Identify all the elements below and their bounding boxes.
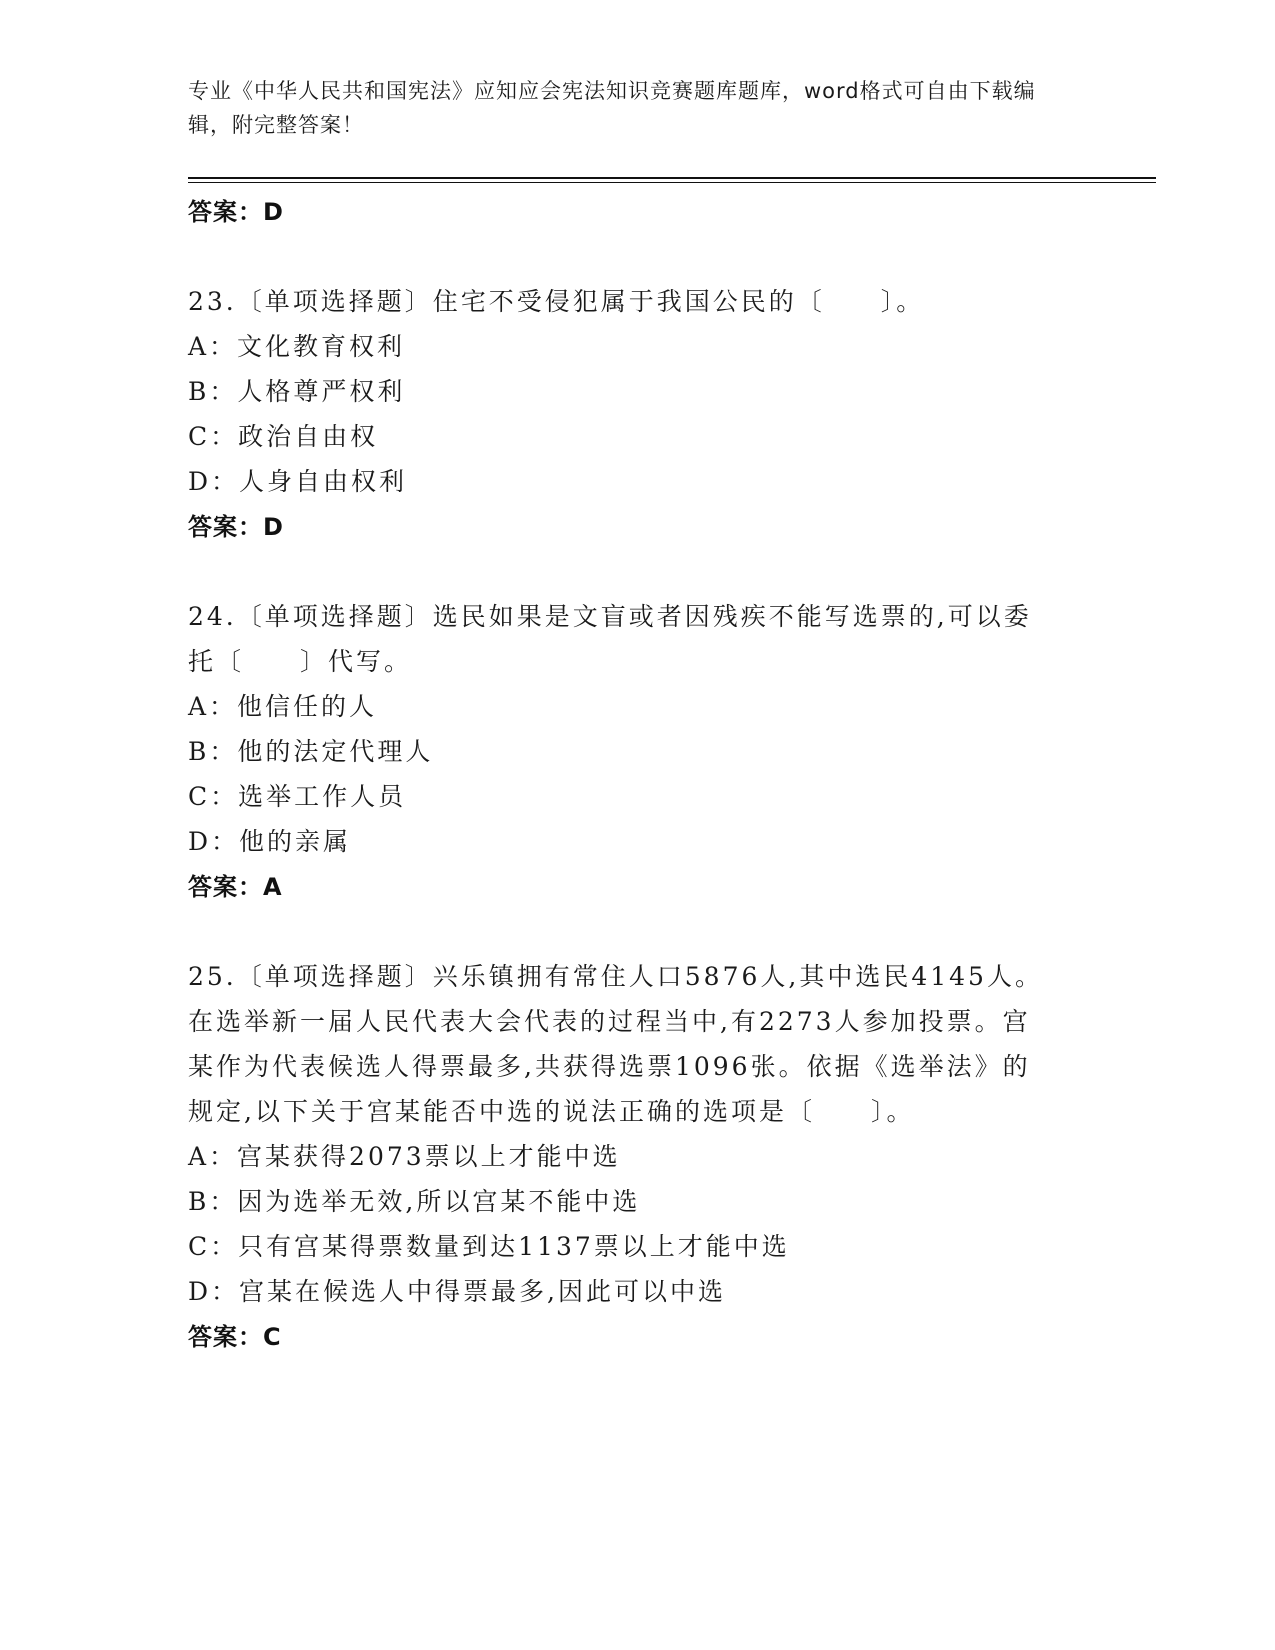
question-text: 在选举新一届人民代表大会代表的过程当中,有2273人参加投票。宫: [188, 1007, 1031, 1036]
question-list: [188, 189, 1088, 1360]
option-b: B：人格尊严权利: [188, 377, 406, 406]
question-text: 25.〔单项选择题〕兴乐镇拥有常住人口5876人,其中选民4145人。: [188, 962, 1043, 991]
option-a: A：宫某获得2073票以上才能中选: [188, 1142, 621, 1171]
option-d: D：他的亲属: [188, 827, 352, 856]
option-c: C：只有宫某得票数量到达1137票以上才能中选: [188, 1232, 790, 1261]
question-text: 某作为代表候选人得票最多,共获得选票1096张。依据《选举法》的: [188, 1052, 1031, 1081]
answer-line: 答案：D: [188, 198, 284, 226]
answer-line: 答案：D: [188, 513, 284, 541]
option-b: B：他的法定代理人: [188, 737, 434, 766]
question-23: [188, 279, 1088, 550]
option-d: D：人身自由权利: [188, 467, 408, 496]
document-header: 专业《中华人民共和国宪法》应知应会宪法知识竞赛题库题库，word格式可自由下载编辑，附完整答案！: [188, 79, 1036, 137]
header-divider-thick: [188, 177, 1156, 179]
option-c: C：政治自由权: [188, 422, 379, 451]
option-b: B：因为选举无效,所以宫某不能中选: [188, 1187, 641, 1216]
option-c: C：选举工作人员: [188, 782, 407, 811]
option-d: D：宫某在候选人中得票最多,因此可以中选: [188, 1277, 726, 1306]
question-text: 规定,以下关于宫某能否中选的说法正确的选项是〔 〕。: [188, 1097, 915, 1126]
answer-line: 答案：C: [188, 1323, 282, 1351]
option-a: A：他信任的人: [188, 692, 378, 721]
question-text: 24.〔单项选择题〕选民如果是文盲或者因残疾不能写选票的,可以委: [188, 602, 1032, 631]
answer-line: 答案：A: [188, 873, 283, 901]
question-25: [188, 954, 1088, 1360]
header-divider-thin: [188, 182, 1156, 183]
question-text: 托〔 〕代写。: [188, 647, 413, 676]
question-text: 23.〔单项选择题〕住宅不受侵犯属于我国公民的〔 〕。: [188, 287, 925, 316]
question-24: [188, 594, 1088, 910]
option-a: A：文化教育权利: [188, 332, 406, 361]
